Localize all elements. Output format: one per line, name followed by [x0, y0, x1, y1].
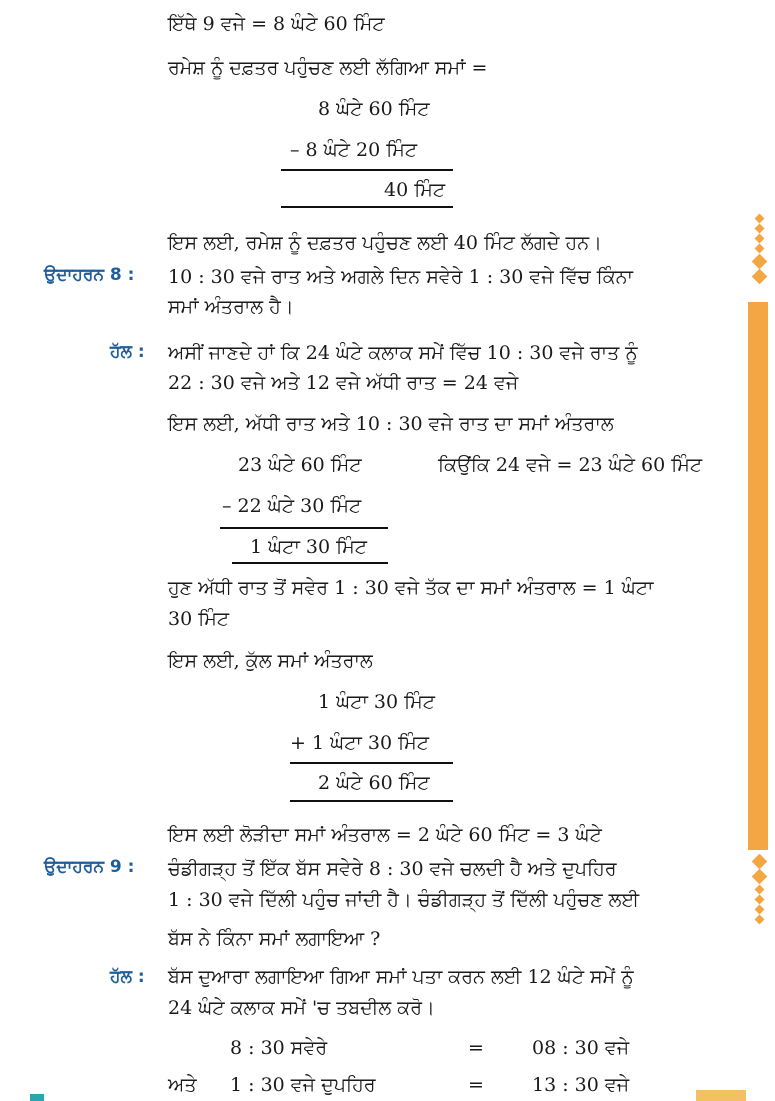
diamond-icon	[751, 254, 767, 270]
text-line: ਬੱਸ ਨੇ ਕਿੰਨਾ ਸਮਾਂ ਲਗਾਇਆ ?	[168, 928, 381, 950]
calc-result: 1 ਘੰਟਾ 30 ਮਿੰਟ	[250, 536, 367, 558]
conversion-left: 8 : 30 ਸਵੇਰੇ	[230, 1037, 328, 1059]
calc-rule	[290, 800, 453, 802]
diamond-icon	[754, 885, 764, 895]
calc-row: 23 ਘੰਟੇ 60 ਮਿੰਟ	[238, 454, 362, 476]
diamond-icon	[754, 224, 764, 234]
calc-row: 1 ਘੰਟਾ 30 ਮਿੰਟ	[318, 691, 435, 713]
diamond-icon	[754, 234, 764, 244]
text-line: 30 ਮਿੰਟ	[168, 608, 230, 630]
text-line: ਅਸੀਂ ਜਾਣਦੇ ਹਾਂ ਕਿ 24 ਘੰਟੇ ਕਲਾਕ ਸਮੇਂ ਵਿੱਚ 10 : 30 ਵਜੇ ਰਾਤ ਨੂੰ	[168, 342, 638, 364]
text-line: ਰਮੇਸ਼ ਨੂੰ ਦਫ਼ਤਰ ਪਹੁੰਚਣ ਲਈ ਲੱਗਿਆ ਸਮਾਂ =	[168, 57, 488, 79]
calc-row: – 8 ਘੰਟੇ 20 ਮਿੰਟ	[290, 139, 418, 161]
diamond-icon	[754, 214, 764, 224]
conversion-right: 08 : 30 ਵਜੇ	[532, 1037, 630, 1059]
diamond-icon	[751, 269, 767, 285]
calc-rule	[290, 762, 453, 764]
text-line: 24 ਘੰਟੇ ਕਲਾਕ ਸਮੇਂ 'ਚ ਤਬਦੀਲ ਕਰੋ।	[168, 997, 435, 1019]
calc-row: – 22 ਘੰਟੇ 30 ਮਿੰਟ	[222, 495, 362, 517]
solution-label: ਹੱਲ :	[110, 967, 145, 987]
text-line: ਸਮਾਂ ਅੰਤਰਾਲ ਹੈ।	[168, 296, 294, 318]
text-line: ਬੱਸ ਦੁਆਰਾ ਲਗਾਇਆ ਗਿਆ ਸਮਾਂ ਪਤਾ ਕਰਨ ਲਈ 12 ਘੰਟੇ ਸਮੇਂ ਨੂੰ	[168, 966, 634, 988]
text-line: 10 : 30 ਵਜੇ ਰਾਤ ਅਤੇ ਅਗਲੇ ਦਿਨ ਸਵੇਰੇ 1 : 30 ਵਜੇ ਵਿੱਚ ਕਿੰਨਾ	[168, 266, 633, 288]
diamond-icon	[754, 895, 764, 905]
conversion-left: 1 : 30 ਵਜੇ ਦੁਪਹਿਰ	[230, 1074, 376, 1096]
solution-label: ਹੱਲ :	[110, 342, 145, 362]
text-line: ਇਸ ਲਈ, ਰਮੇਸ਼ ਨੂੰ ਦਫ਼ਤਰ ਪਹੁੰਚਣ ਲਈ 40 ਮਿੰਟ ਲੱਗਦੇ ਹਨ।	[168, 232, 602, 254]
example-label: ਉਦਾਹਰਨ 8 :	[44, 265, 135, 285]
text-line: 22 : 30 ਵਜੇ ਅਤੇ 12 ਵਜੇ ਅੱਧੀ ਰਾਤ = 24 ਵਜੇ	[168, 372, 519, 394]
calc-rule	[281, 169, 453, 171]
diamond-icon	[751, 854, 767, 870]
calc-result: 40 ਮਿੰਟ	[384, 179, 446, 201]
calc-note: ਕਿਉਂਕਿ 24 ਵਜੇ = 23 ਘੰਟੇ 60 ਮਿੰਟ	[438, 454, 703, 476]
text-line: ਚੰਡੀਗੜ੍ਹ ਤੋਂ ਇੱਕ ਬੱਸ ਸਵੇਰੇ 8 : 30 ਵਜੇ ਚਲਦੀ ਹੈ ਅਤੇ ਦੁਪਹਿਰ	[168, 858, 617, 880]
diamond-icon	[754, 905, 764, 915]
conversion-and: ਅਤੇ	[168, 1074, 197, 1096]
diamond-icon	[751, 869, 767, 885]
calc-rule	[281, 206, 453, 208]
calc-row: + 1 ਘੰਟਾ 30 ਮਿੰਟ	[290, 732, 429, 754]
conversion-right: 13 : 30 ਵਜੇ	[532, 1074, 630, 1096]
text-line: ਹੁਣ ਅੱਧੀ ਰਾਤ ਤੋਂ ਸਵੇਰ 1 : 30 ਵਜੇ ਤੱਕ ਦਾ ਸਮਾਂ ਅੰਤਰਾਲ = 1 ਘੰਟਾ	[168, 577, 654, 599]
page-corner-mark	[696, 1090, 746, 1101]
example-label: ਉਦਾਹਰਨ 9 :	[44, 857, 135, 877]
text-line: 1 : 30 ਵਜੇ ਦਿੱਲੀ ਪਹੁੰਚ ਜਾਂਦੀ ਹੈ। ਚੰਡੀਗੜ੍ਹ ਤੋਂ ਦਿੱਲੀ ਪਹੁੰਚਣ ਲਈ	[168, 889, 640, 911]
diamond-icon	[754, 915, 764, 925]
calc-result: 2 ਘੰਟੇ 60 ਮਿੰਟ	[318, 772, 430, 794]
page-corner-mark	[30, 1094, 44, 1101]
conversion-equals: =	[468, 1037, 484, 1059]
diamond-icon	[754, 244, 764, 254]
margin-accent-bar	[748, 302, 768, 850]
text-line: ਇਸ ਲਈ, ਕੁੱਲ ਸਮਾਂ ਅੰਤਰਾਲ	[168, 650, 373, 672]
text-line: ਇਸ ਲਈ, ਅੱਧੀ ਰਾਤ ਅਤੇ 10 : 30 ਵਜੇ ਰਾਤ ਦਾ ਸਮਾਂ ਅੰਤਰਾਲ	[168, 413, 614, 435]
calc-rule	[220, 527, 388, 529]
text-line: ਇਸ ਲਈ ਲੋੜੀਦਾ ਸਮਾਂ ਅੰਤਰਾਲ = 2 ਘੰਟੇ 60 ਮਿੰਟ = 3 ਘੰਟੇ	[168, 824, 602, 846]
decorative-diamonds-top	[751, 212, 767, 286]
calc-row: 8 ਘੰਟੇ 60 ਮਿੰਟ	[318, 98, 430, 120]
text-line: ਇੱਥੇ 9 ਵਜੇ = 8 ਘੰਟੇ 60 ਮਿੰਟ	[168, 13, 385, 35]
calc-rule	[232, 562, 388, 564]
conversion-equals: =	[468, 1074, 484, 1096]
decorative-diamonds-bottom	[751, 852, 767, 926]
